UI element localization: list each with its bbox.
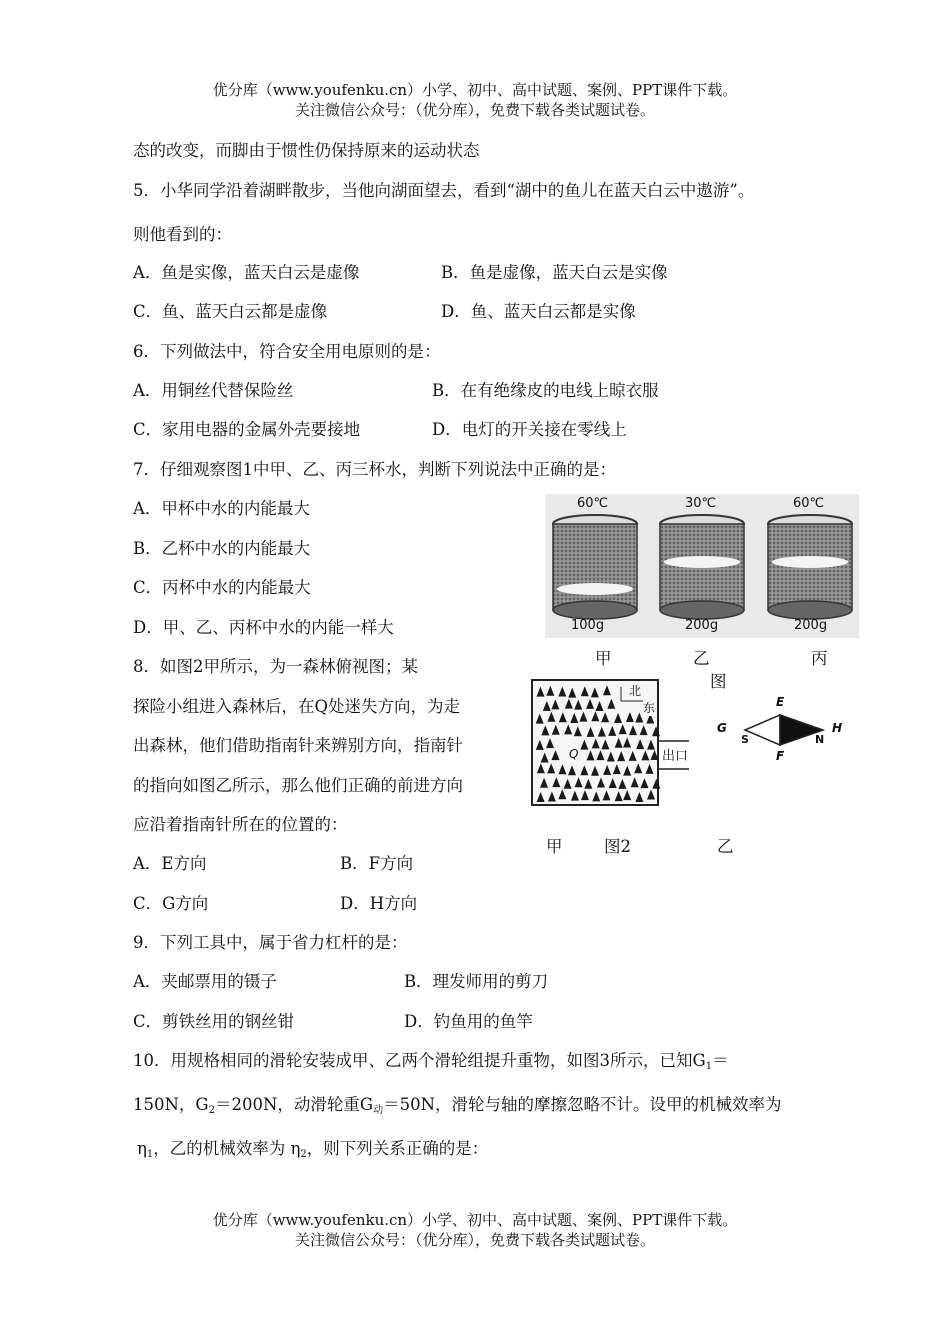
compass-f-label: F (776, 749, 785, 763)
q10-stem-1 (133, 1047, 729, 1071)
q10-g1-sub: 1 (705, 1061, 713, 1072)
figure-1-label-yi: 乙 (693, 649, 710, 668)
q10-gdong-sub: 动 (373, 1105, 384, 1116)
footer-line-1: 优分库（www.youfenku.cn）小学、初中、高中试题、案例、PPT课件下载。 (212, 1211, 738, 1229)
compass-s-label: S (741, 733, 749, 746)
beaker-jia-mass: 100g (571, 618, 605, 633)
q10-stem-2b: ＝200N，动滑轮重G (215, 1095, 374, 1114)
q10-stem-3b: ，乙的机械效率为 η (153, 1139, 301, 1158)
q8-stem-1: 8．如图2甲所示，为一森林俯视图；某 (133, 657, 418, 676)
q9-option-d: D．钓鱼用的鱼竿 (404, 1012, 533, 1031)
figure-2-label-jia: 甲 (546, 837, 563, 856)
q10-stem-3 (137, 1135, 488, 1159)
beaker-bing-mass: 200g (794, 618, 828, 633)
q10-stem-2 (133, 1091, 782, 1115)
q5-option-c: C．鱼、蓝天白云都是虚像 (133, 302, 328, 321)
q5-option-a: A．鱼是实像，蓝天白云是虚像 (133, 263, 360, 282)
compass-h-label: H (832, 721, 843, 735)
page-footer (0, 1210, 950, 1250)
compass-n-label: N (815, 733, 825, 746)
q10-stem-2a: 150N，G (133, 1095, 209, 1114)
q6-option-b: B．在有绝缘皮的电线上晾衣服 (432, 381, 659, 400)
q6-option-a: A．用铜丝代替保险丝 (133, 381, 294, 400)
beaker-yi-mass: 200g (685, 618, 719, 633)
beaker-bing-temp: 60℃ (793, 496, 825, 511)
compass-g-label: G (717, 721, 727, 735)
header-line-2: 关注微信公众号：（优分库），免费下载各类试题试卷。 (294, 101, 655, 119)
figure-2-compass (715, 693, 850, 773)
text-continuation: 态的改变，而脚由于惯性仍保持原来的运动状态 (133, 141, 480, 160)
header-line-1: 优分库（www.youfenku.cn）小学、初中、高中试题、案例、PPT课件下载。 (212, 81, 738, 99)
figure-1-caption: 图 (710, 672, 727, 691)
beaker-yi (660, 515, 744, 619)
figure-2-forest-map (531, 679, 691, 810)
q8-option-d: D．H方向 (340, 894, 418, 913)
beaker-jia (553, 515, 637, 619)
figure-1 (545, 494, 859, 638)
q7-option-a: A．甲杯中水的内能最大 (133, 499, 310, 518)
figure-2-label-yi: 乙 (717, 837, 734, 856)
q10-eta2-sub: 2 (300, 1149, 307, 1160)
q8-stem-2: 探险小组进入森林后，在Q处迷失方向，为走 (133, 697, 461, 716)
q10-stem-1-end: ＝ (712, 1051, 729, 1070)
q7-option-d: D．甲、乙、丙杯中水的内能一样大 (133, 618, 394, 637)
q5-stem: 5．小华同学沿着湖畔散步，当他向湖面望去，看到“湖中的鱼儿在蓝天白云中遨游”。 (133, 181, 755, 200)
q10-stem-2c: ＝50N，滑轮与轴的摩擦忽略不计。设甲的机械效率为 (383, 1095, 782, 1114)
q10-stem-3a: η (137, 1139, 147, 1158)
q8-option-c: C．G方向 (133, 894, 209, 913)
figure-1-caption-cut (690, 668, 750, 691)
q5-option-b: B．鱼是虚像，蓝天白云是实像 (441, 263, 668, 282)
q10-stem-3c: ，则下列关系正确的是： (306, 1139, 489, 1158)
q7-option-b: B．乙杯中水的内能最大 (133, 539, 311, 558)
q9-option-c: C．剪铁丝用的钢丝钳 (133, 1012, 295, 1031)
q8-option-b: B．F方向 (340, 854, 414, 873)
q8-stem-5: 应沿着指南针所在的位置的： (133, 815, 348, 834)
figure-1-label-jia: 甲 (595, 649, 612, 668)
north-label: 北 (629, 684, 642, 698)
q8-option-a: A．E方向 (133, 854, 207, 873)
beaker-yi-temp: 30℃ (685, 496, 717, 511)
q10-eta1-sub: 1 (146, 1149, 154, 1160)
q5-stem-2: 则他看到的： (133, 225, 232, 244)
q10-stem-1-text: 10．用规格相同的滑轮安装成甲、乙两个滑轮组提升重物，如图3所示，已知G (133, 1051, 706, 1070)
q6-stem: 6．下列做法中，符合安全用电原则的是： (133, 342, 441, 361)
q10-g2-sub: 2 (208, 1105, 215, 1116)
exit-label: 出口 (662, 749, 689, 764)
q7-option-c: C．丙杯中水的内能最大 (133, 578, 311, 597)
figure-2-caption: 图2 (604, 837, 631, 856)
figure-1-label-bing: 丙 (811, 649, 828, 668)
q5-option-d: D．鱼、蓝天白云都是实像 (441, 302, 636, 321)
page-header (0, 80, 950, 120)
q9-option-a: A．夹邮票用的镊子 (133, 972, 277, 991)
q8-stem-3: 出森林，他们借助指南针来辨别方向，指南针 (133, 736, 463, 755)
beaker-jia-temp: 60℃ (577, 496, 609, 511)
beaker-bing (768, 515, 852, 619)
q8-stem-4: 的指向如图乙所示，那么他们正确的前进方向 (133, 776, 463, 795)
compass-e-label: E (776, 695, 785, 709)
q9-option-b: B．理发师用的剪刀 (404, 972, 549, 991)
q6-option-c: C．家用电器的金属外壳要接地 (133, 420, 361, 439)
q9-stem: 9．下列工具中，属于省力杠杆的是： (133, 933, 408, 952)
q7-stem: 7．仔细观察图1中甲、乙、丙三杯水，判断下列说法中正确的是： (133, 460, 616, 479)
q6-option-d: D．电灯的开关接在零线上 (432, 420, 627, 439)
footer-line-2: 关注微信公众号：（优分库），免费下载各类试题试卷。 (294, 1231, 655, 1249)
east-label: 东 (643, 701, 656, 715)
point-q-label: Q (569, 747, 579, 761)
figure-1-beakers (545, 494, 859, 638)
